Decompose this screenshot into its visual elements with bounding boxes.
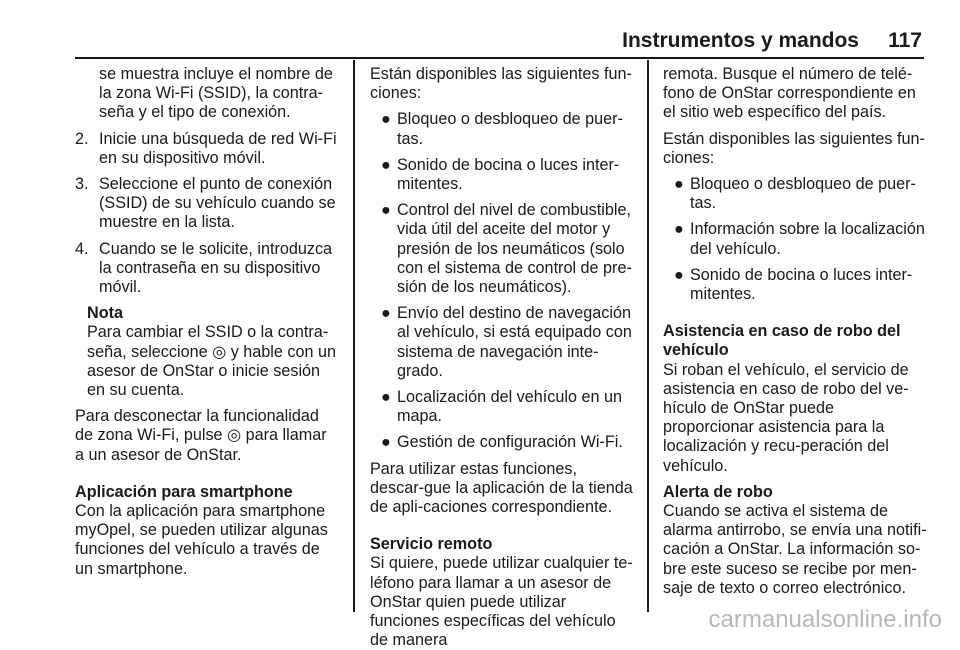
step-number: 3. <box>75 175 89 194</box>
list-item <box>663 220 928 258</box>
bullet-text: Bloqueo o desbloqueo de puer-tas. <box>690 175 916 213</box>
list-item <box>75 130 340 168</box>
bullet-text: Envío del destino de navegación al vehículo, si está equipado con sistema de navegación inte-grado. <box>397 304 632 380</box>
note-block <box>75 304 340 400</box>
paragraph: Están disponibles las siguientes fun-ciones: <box>370 65 632 103</box>
section-heading: Asistencia en caso de robo del vehículo <box>663 322 901 360</box>
bullet-icon: ● <box>381 110 391 129</box>
bullet-icon: ● <box>674 175 684 194</box>
column-divider-2 <box>647 60 649 612</box>
bullet-icon: ● <box>381 433 391 452</box>
list-item <box>75 175 340 233</box>
note-text: Para cambiar el SSID o la contra-seña, seleccione ◎ y hable con un asesor de OnStar o inicie sesión en su cuenta. <box>87 323 337 400</box>
bullet-icon: ● <box>381 304 391 323</box>
bullet-text: Sonido de bocina o luces inter-mitentes. <box>690 265 913 304</box>
paragraph: Están disponibles las siguientes fun-ciones: <box>663 129 925 167</box>
bullet-icon: ● <box>381 155 391 174</box>
step-text: Seleccione el punto de conexión (SSID) de su vehículo cuando se muestre en la lista. <box>99 175 336 232</box>
header-rule <box>75 57 924 59</box>
list-item <box>370 201 635 297</box>
section-heading: Alerta de robo <box>663 482 773 501</box>
step-number: 4. <box>75 239 89 258</box>
list-item <box>370 433 635 452</box>
list-item <box>370 156 635 194</box>
paragraph: Para desconectar la funcionalidad de zona Wi-Fi, pulse ◎ para llamar a un asesor de OnStar. <box>75 407 327 464</box>
paragraph: remota. Busque el número de telé-fono de OnStar correspondiente en el sitio web específico del país. <box>663 65 916 122</box>
bullet-text: Control del nivel de combustible, vida útil del aceite del motor y presión de los neumáticos (solo con el sistema de control de pre-sión de los neumáticos). <box>397 201 632 297</box>
step-text: Cuando se le solicite, introduzca la contraseña en su dispositivo móvil. <box>99 239 333 297</box>
bullet-icon: ● <box>381 201 391 220</box>
list-item <box>75 240 340 298</box>
bullet-icon: ● <box>674 265 684 284</box>
bullet-icon: ● <box>674 220 684 239</box>
list-item <box>663 266 928 304</box>
note-heading: Nota <box>87 304 123 323</box>
list-item <box>370 110 635 148</box>
page-header <box>0 0 960 60</box>
bullet-text: Gestión de configuración Wi-Fi. <box>397 433 623 452</box>
bullet-icon: ● <box>381 388 391 407</box>
column-3 <box>663 65 928 598</box>
bullet-text: Localización del vehículo en un mapa. <box>397 388 622 426</box>
page-number: 117 <box>888 29 922 52</box>
list-item <box>663 175 928 213</box>
paragraph: Con la aplicación para smartphone myOpel, se pueden utilizar algunas funciones del vehículo a través de un smartphone. <box>75 502 328 578</box>
list-item <box>370 304 635 381</box>
step-number: 2. <box>75 129 89 148</box>
paragraph: Si roban el vehículo, el servicio de asistencia en caso de robo del ve-hículo de OnStar puede proporcionar asistencia para la localización y recu-peración del vehículo. <box>663 360 909 475</box>
bullet-text: Información sobre la localización del vehículo. <box>690 220 925 258</box>
watermark: carmanualsonline.info <box>708 606 942 633</box>
section-heading: Servicio remoto <box>370 535 493 554</box>
bullet-text: Sonido de bocina o luces inter-mitentes. <box>397 155 620 194</box>
running-title: Instrumentos y mandos <box>622 29 859 52</box>
paragraph: Si quiere, puede utilizar cualquier te-léfono para llamar a un asesor de OnStar quien puede utilizar funciones específicas del vehículo de manera <box>370 554 633 650</box>
bullet-text: Bloqueo o desbloqueo de puer-tas. <box>397 110 623 148</box>
column-1 <box>75 65 340 579</box>
step-text: Inicie una búsqueda de red Wi-Fi en su dispositivo móvil. <box>99 129 337 167</box>
section-heading: Aplicación para smartphone <box>75 482 293 501</box>
column-2 <box>370 65 635 650</box>
continued-step-text: se muestra incluye el nombre de la zona Wi-Fi (SSID), la contra-seña y el tipo de conexión. <box>99 65 333 122</box>
paragraph: Para utilizar estas funciones, descar-gue la aplicación de la tienda de apli-caciones correspondiente. <box>370 459 633 517</box>
list-item <box>370 388 635 426</box>
paragraph: Cuando se activa el sistema de alarma antirrobo, se envía una notifi-cación a OnStar. La información so-bre este suceso se recibe por men-saje de texto o correo electrónico. <box>663 502 927 597</box>
column-divider-1 <box>353 60 355 612</box>
